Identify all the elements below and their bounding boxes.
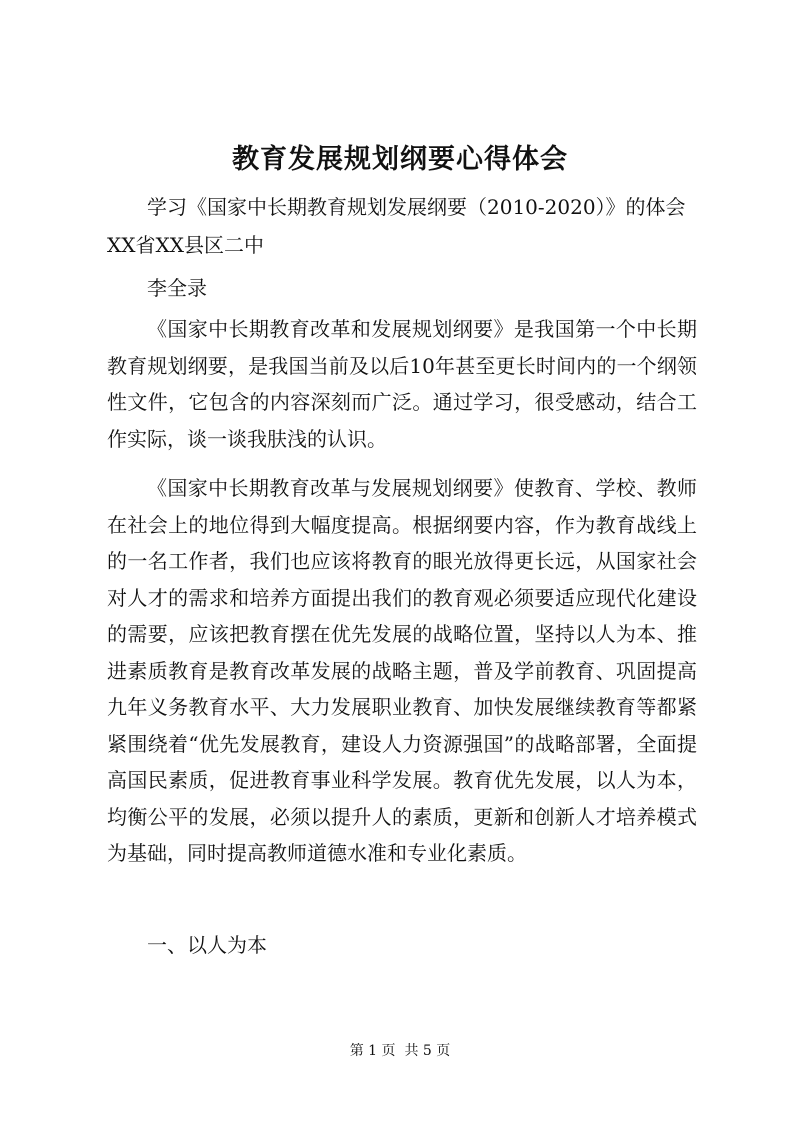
page-footer: 第 1 页 共 5 页: [349, 1043, 451, 1059]
body-paragraph-1: 《国家中长期教育改革和发展规划纲要》是我国第一个中长期教育规划纲要，是我国当前及以后10年甚至更长时间内的一个纲领性文件，它包含的内容深刻而广泛。通过学习，很受感动，结合工作实际，谈一谈我肤浅的认识。: [107, 317, 697, 451]
section-heading: 一、以人为本: [147, 933, 267, 957]
document-subtitle: 学习《国家中长期教育规划发展纲要（2010-2020）》的体会: [147, 195, 686, 219]
school-name: XX省XX县区二中: [107, 233, 264, 257]
author-name: 李全录: [147, 276, 207, 300]
body-paragraph-2: 《国家中长期教育改革与发展规划纲要》使教育、学校、教师在社会上的地位得到大幅度提高。根据纲要内容，作为教育战线上的一名工作者，我们也应该将教育的眼光放得更长远，从国家社会对人才的需求和培养方面提出我们的教育观必须要适应现代化建设的需要，应该把教育摆在优先发展的战略位置，坚持以人为本、推进素质教育是教育改革发展的战略主题，普及学前教育、巩固提高九年义务教育水平、大力发展职业教育、加快发展继续教育等都紧紧围绕着“优先发展教育，建设人力资源强国”的战略部署，全面提高国民素质，促进教育事业科学发展。教育优先发展，以人为本，均衡公平的发展，必须以提升人的素质，更新和创新人才培养模式为基础，同时提高教师道德水准和专业化素质。: [107, 476, 697, 865]
document-title: 教育发展规划纲要心得体会: [232, 144, 568, 175]
